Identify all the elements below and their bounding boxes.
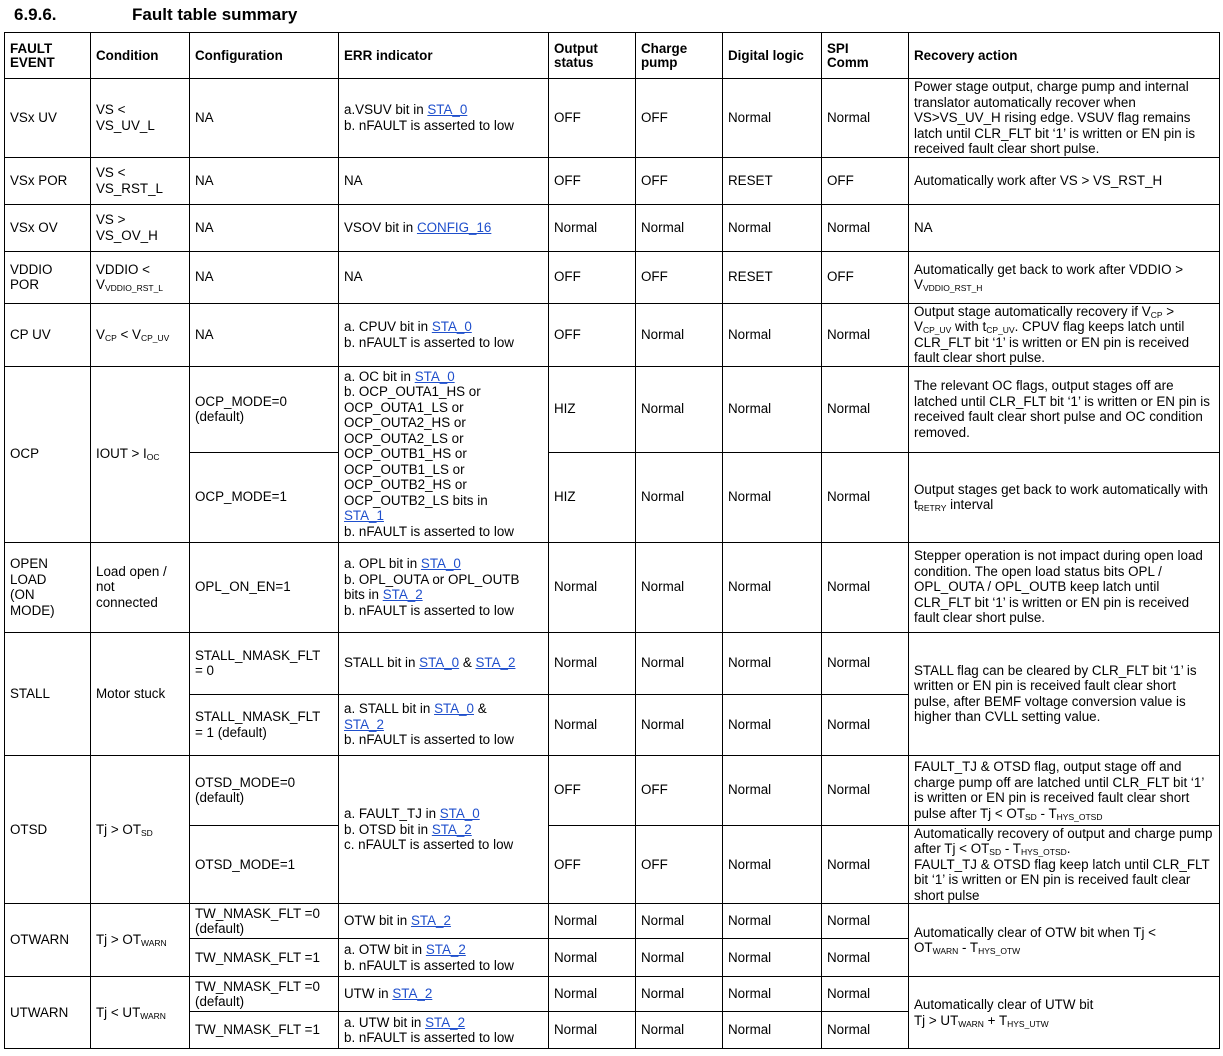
table-cell: NA [190,251,339,303]
table-cell: Normal [723,1012,822,1049]
table-cell: VSOV bit in CONFIG_16 [339,204,549,251]
table-cell: a. UTW bit in STA_2 b. nFAULT is asserted to low [339,1012,549,1049]
table-cell: Output stage automatically recovery if $V_{CP} > V_{CP\_UV}$ with $t_{CP\_UV}$. CPUV flag keeps latch until CLR_FLT bit ‘1’ is written or EN pin is received fault clear short pulse. [909,303,1220,366]
table-cell: VSx OV [5,204,91,251]
column-header: Charge pump [636,33,723,79]
table-cell: OPEN LOAD (ON MODE) [5,542,91,632]
table-cell: Normal [822,366,909,452]
register-link[interactable]: STA_2 [392,986,433,1002]
table-cell: Normal [822,755,909,825]
table-cell: Normal [723,825,822,904]
table-cell: Normal [549,632,636,694]
table-row [5,303,1220,366]
table-cell: NA [190,157,339,204]
column-header: Recovery action [909,33,1220,79]
table-cell: Normal [636,366,723,452]
table-cell: STALL [5,632,91,755]
table-cell: Normal [723,755,822,825]
table-cell: Automatically clear of UTW bit $Tj > UT_{WARN} + T_{HYS\_UTW}$ [909,977,1220,1049]
table-cell: RESET [723,157,822,204]
table-cell: Load open / not connected [91,542,190,632]
table-cell: Normal [636,452,723,542]
table-cell: Normal [723,939,822,977]
table-cell: Automatically get back to work after VDDIO > $V_{VDDIO\_RST\_H}$ [909,251,1220,303]
table-cell: Normal [822,939,909,977]
table-cell: VS < VS_RST_L [91,157,190,204]
register-link[interactable]: STA_2 [344,716,384,732]
table-cell: Normal [822,1012,909,1049]
table-cell: NA [909,204,1220,251]
table-cell: Normal [549,977,636,1012]
table-cell: VSx POR [5,157,91,204]
register-link[interactable]: STA_2 [425,942,466,957]
table-cell: Normal [636,303,723,366]
table-cell: Normal [549,204,636,251]
table-cell: OTW bit in STA_2 [339,904,549,939]
table-cell: Normal [723,452,822,542]
table-cell: Normal [636,904,723,939]
table-row [5,755,1220,825]
column-header: SPI Comm [822,33,909,79]
table-cell: a. STALL bit in STA_0 & STA_2 b. nFAULT is asserted to low [339,694,549,755]
table-cell: STALL flag can be cleared by CLR_FLT bit ‘1’ is written or EN pin is received fault clear short pulse, after BEMF voltage conversion value is higher than CVLL setting value. [909,632,1220,755]
register-link[interactable]: STA_2 [382,587,423,602]
table-cell: Normal [549,939,636,977]
table-cell: Normal [822,542,909,632]
table-cell: NA [190,204,339,251]
table-cell: NA [190,303,339,366]
table-cell: TW_NMASK_FLT =0 (default) [190,977,339,1012]
column-header: Condition [91,33,190,79]
table-cell: Normal [822,79,909,158]
fault-table [4,32,1220,1049]
table-cell: $Tj > OT_{SD}$ [91,755,190,904]
table-cell: a. CPUV bit in STA_0 b. nFAULT is asserted to low [339,303,549,366]
table-cell: OFF [549,755,636,825]
table-cell: Normal [549,542,636,632]
table-cell: Normal [822,904,909,939]
table-cell: Normal [822,977,909,1012]
table-cell: TW_NMASK_FLT =1 [190,1012,339,1049]
table-cell: OFF [549,303,636,366]
table-cell: VSx UV [5,79,91,158]
table-cell: FAULT_TJ & OTSD flag, output stage off and charge pump off are latched until CLR_FLT bit ‘1’ is written or EN pin is received fault clear short pulse after $Tj < OT_{SD} - T_{HYS\_OTSD}$ [909,755,1220,825]
register-link[interactable]: STA_0 [431,319,472,334]
column-header: FAULT EVENT [5,33,91,79]
table-cell: UTW in STA_2 [339,977,549,1012]
table-cell: Normal [822,204,909,251]
table-cell: Normal [636,542,723,632]
table-row [5,977,1220,1012]
table-cell: Normal [636,939,723,977]
register-link[interactable]: CONFIG_16 [416,219,492,235]
register-link[interactable]: STA_0 [439,806,480,821]
register-link[interactable]: STA_2 [475,655,516,671]
table-cell: OTSD_MODE=0 (default) [190,755,339,825]
table-cell: Normal [822,452,909,542]
table-cell: Normal [723,204,822,251]
table-cell: VDDIO < $V_{VDDIO\_RST\_L}$ [91,251,190,303]
table-cell: Normal [822,303,909,366]
table-cell: STALL_NMASK_FLT = 0 [190,632,339,694]
table-cell: $Tj > OT_{WARN}$ [91,904,190,977]
register-link[interactable]: STA_2 [410,913,451,929]
table-cell: Normal [636,204,723,251]
table-cell: NA [339,157,549,204]
register-link[interactable]: STA_0 [434,701,475,717]
table-cell: OCP [5,366,91,542]
table-cell: Normal [549,904,636,939]
table-row [5,251,1220,303]
table-cell: OCP_MODE=0 (default) [190,366,339,452]
table-cell: OFF [822,157,909,204]
table-cell: OFF [549,157,636,204]
table-cell: a. OPL bit in STA_0 b. OPL_OUTA or OPL_OUTB bits in STA_2 b. nFAULT is asserted to low [339,542,549,632]
table-cell: OTWARN [5,904,91,977]
table-cell: Normal [822,694,909,755]
table-cell: OFF [636,251,723,303]
table-cell: $Tj < UT_{WARN}$ [91,977,190,1049]
table-cell: Normal [822,632,909,694]
table-cell: Power stage output, charge pump and internal translator automatically recover when VS>VS_UV_H rising edge. VSUV flag remains latch until CLR_FLT bit ‘1’ is written or EN pin is received fault clear short pulse. [909,79,1220,158]
table-body [5,79,1220,1049]
table-cell: Normal [723,904,822,939]
table-cell: OTSD_MODE=1 [190,825,339,904]
table-cell: OFF [636,79,723,158]
table-cell: CP UV [5,303,91,366]
table-cell: Normal [723,977,822,1012]
table-cell: VS > VS_OV_H [91,204,190,251]
table-cell: STALL bit in STA_0 & STA_2 [339,632,549,694]
section-heading [14,2,297,28]
table-cell: HIZ [549,366,636,452]
table-cell: The relevant OC flags, output stages off are latched until CLR_FLT bit ‘1’ is written or EN pin is received fault clear short pulse and OC condition removed. [909,366,1220,452]
table-cell: Normal [549,1012,636,1049]
table-cell: TW_NMASK_FLT =1 [190,939,339,977]
table-cell: Normal [723,542,822,632]
table-cell: OPL_ON_EN=1 [190,542,339,632]
table-cell: OTSD [5,755,91,904]
table-cell: Normal [723,79,822,158]
table-header-row [5,33,1220,79]
register-link[interactable]: STA_0 [414,368,455,384]
table-cell: IOUT > $I_{OC}$ [91,366,190,542]
table-cell: Normal [549,694,636,755]
table-cell: OFF [636,755,723,825]
column-header: ERR indicator [339,33,549,79]
table-cell: Normal [723,303,822,366]
table-cell: a.VSUV bit in STA_0 b. nFAULT is asserted to low [339,79,549,158]
table-cell: UTWARN [5,977,91,1049]
register-link[interactable]: STA_2 [431,821,472,837]
table-row [5,366,1220,452]
table-cell: RESET [723,251,822,303]
section-number: 6.9.6. [14,5,57,24]
table-cell: OCP_MODE=1 [190,452,339,542]
table-row [5,157,1220,204]
table-cell: VS < VS_UV_L [91,79,190,158]
register-link[interactable]: STA_1 [344,508,384,524]
column-header: Configuration [190,33,339,79]
table-cell: Automatically clear of OTW bit when Tj < $OT_{WARN} - T_{HYS\_OTW}$ [909,904,1220,977]
table-cell: OFF [549,79,636,158]
table-cell: Normal [723,694,822,755]
table-cell: Normal [636,632,723,694]
table-cell: a. OTW bit in STA_2 b. nFAULT is asserted to low [339,939,549,977]
table-cell: Normal [636,977,723,1012]
table-row [5,79,1220,158]
table-cell: OFF [636,825,723,904]
table-cell: Normal [636,1012,723,1049]
table-cell: Normal [636,694,723,755]
table-cell: STALL_NMASK_FLT = 1 (default) [190,694,339,755]
register-link[interactable]: STA_0 [427,102,468,118]
table-cell: HIZ [549,452,636,542]
table-cell: NA [339,251,549,303]
table-cell: OFF [822,251,909,303]
table-cell: Output stages get back to work automatically with $t_{RETRY}$ interval [909,452,1220,542]
table-cell: $V_{CP} < V_{CP\_UV}$ [91,303,190,366]
table-cell: OFF [549,251,636,303]
table-row [5,542,1220,632]
table-cell: Automatically work after VS > VS_RST_H [909,157,1220,204]
table-cell: Stepper operation is not impact during open load condition. The open load status bits OPL / OPL_OUTA / OPL_OUTB keep latch until CLR_FLT bit ‘1’ is written or EN pin is received fault clear short pulse. [909,542,1220,632]
register-link[interactable]: STA_0 [419,655,460,671]
register-link[interactable]: STA_2 [425,1014,466,1030]
table-cell: Normal [723,366,822,452]
register-link[interactable]: STA_0 [420,556,461,571]
column-header: Output status [549,33,636,79]
table-cell: a. FAULT_TJ in STA_0 b. OTSD bit in STA_2 c. nFAULT is asserted to low [339,755,549,904]
table-cell: TW_NMASK_FLT =0 (default) [190,904,339,939]
table-cell: OFF [549,825,636,904]
table-cell: NA [190,79,339,158]
table-row [5,632,1220,694]
column-header: Digital logic [723,33,822,79]
table-cell: OFF [636,157,723,204]
table-cell: Normal [822,825,909,904]
table-cell: Normal [723,632,822,694]
section-title: Fault table summary [132,5,298,24]
table-row [5,204,1220,251]
table-cell: VDDIO POR [5,251,91,303]
table-cell: a. OC bit in STA_0 b. OCP_OUTA1_HS or OCP_OUTA1_LS or OCP_OUTA2_HS or OCP_OUTA2_LS or OCP_OUTB1_HS or OCP_OUTB1_LS or OCP_OUTB2_HS or OCP_OUTB2_LS bits in STA_1 b. nFAULT is asserted to low [339,366,549,542]
table-cell: Automatically recovery of output and charge pump after $Tj < OT_{SD} - T_{HYS\_OTSD}$. FAULT_TJ & OTSD flag keep latch until CLR_FLT bit ‘1’ is written or EN pin is received fault clear short pulse [909,825,1220,904]
table-row [5,904,1220,939]
table-cell: Motor stuck [91,632,190,755]
